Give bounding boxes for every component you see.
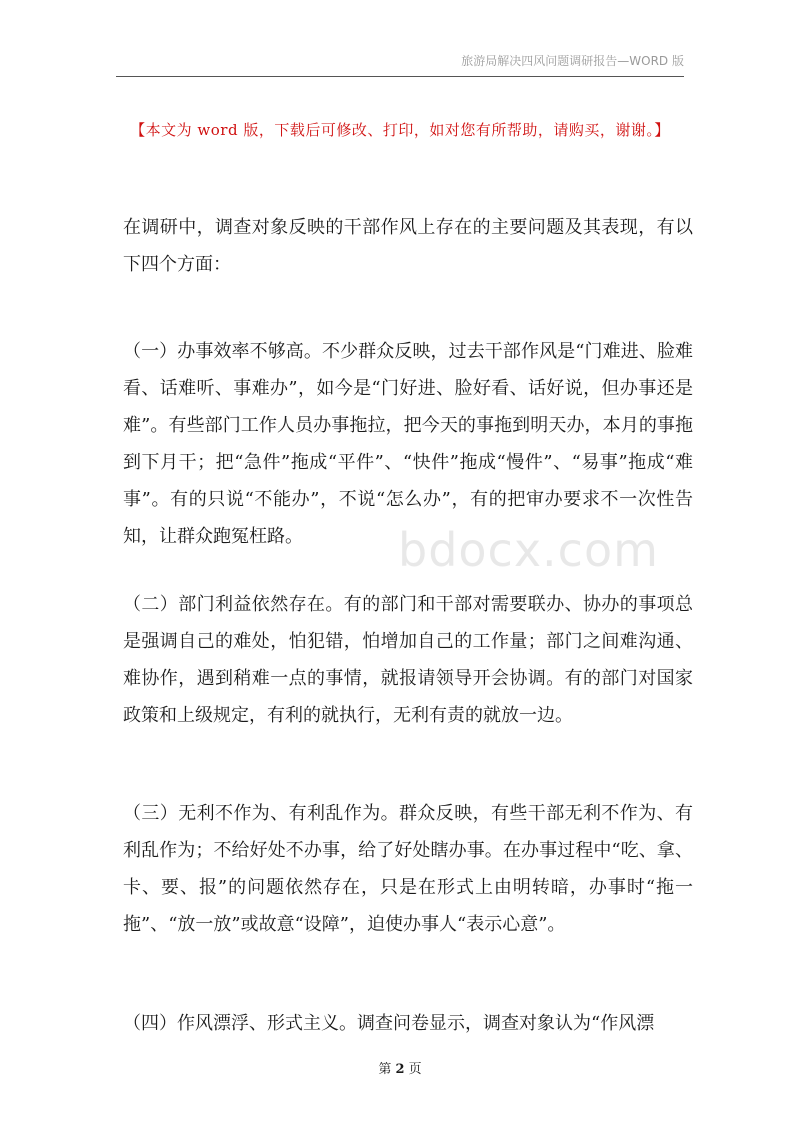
paragraph-section-4: （四）作风漂浮、形式主义。调查问卷显示，调查对象认为“作风漂 xyxy=(123,1013,655,1034)
purchase-notice: 【本文为 word 版，下载后可修改、打印，如对您有所帮助，请购买，谢谢。】 xyxy=(130,121,670,139)
page-footer xyxy=(0,1058,800,1077)
watermark: bdocx.com xyxy=(398,523,659,577)
running-header: 旅游局解决四风问题调研报告—WORD 版 xyxy=(461,54,684,68)
footer-suffix: 页 xyxy=(408,1062,422,1077)
paragraph-section-3: （三）无利不作为、有利乱作为。群众反映，有些干部无利不作为、有利乱作为；不给好处不办事，给了好处瞎办事。在办事过程中“吃、拿、卡、要、报”的问题依然存在，只是在形式上由明转暗，办事时“拖一拖”、“放一放”或故意“设障”，迫使办事人“表示心意”。 xyxy=(123,803,693,935)
footer-prefix: 第 xyxy=(378,1062,392,1077)
paragraph-intro: 在调研中，调查对象反映的干部作风上存在的主要问题及其表现，有以下四个方面： xyxy=(123,217,693,275)
header-divider xyxy=(116,76,684,77)
page-number: 2 xyxy=(395,1062,405,1077)
paragraph-section-2: （二）部门利益依然存在。有的部门和干部对需要联办、协办的事项总是强调自己的难处，怕犯错，怕增加自己的工作量；部门之间难沟通、难协作，遇到稍难一点的事情，就报请领导开会协调。有的部门对国家政策和上级规定，有利的就执行，无利有责的就放一边。 xyxy=(123,594,693,726)
paragraph-section-1: （一）办事效率不够高。不少群众反映，过去干部作风是“门难进、脸难看、话难听、事难办”，如今是“门好进、脸好看、话好说，但办事还是难”。有些部门工作人员办事拖拉，把今天的事拖到明天办，本月的事拖到下月干；把“急件”拖成“平件”、“快件”拖成“慢件”、“易事”拖成“难事”。有的只说“不能办”，不说“怎么办”，有的把审办要求不一次性告知，让群众跑冤枉路。 xyxy=(123,341,693,547)
